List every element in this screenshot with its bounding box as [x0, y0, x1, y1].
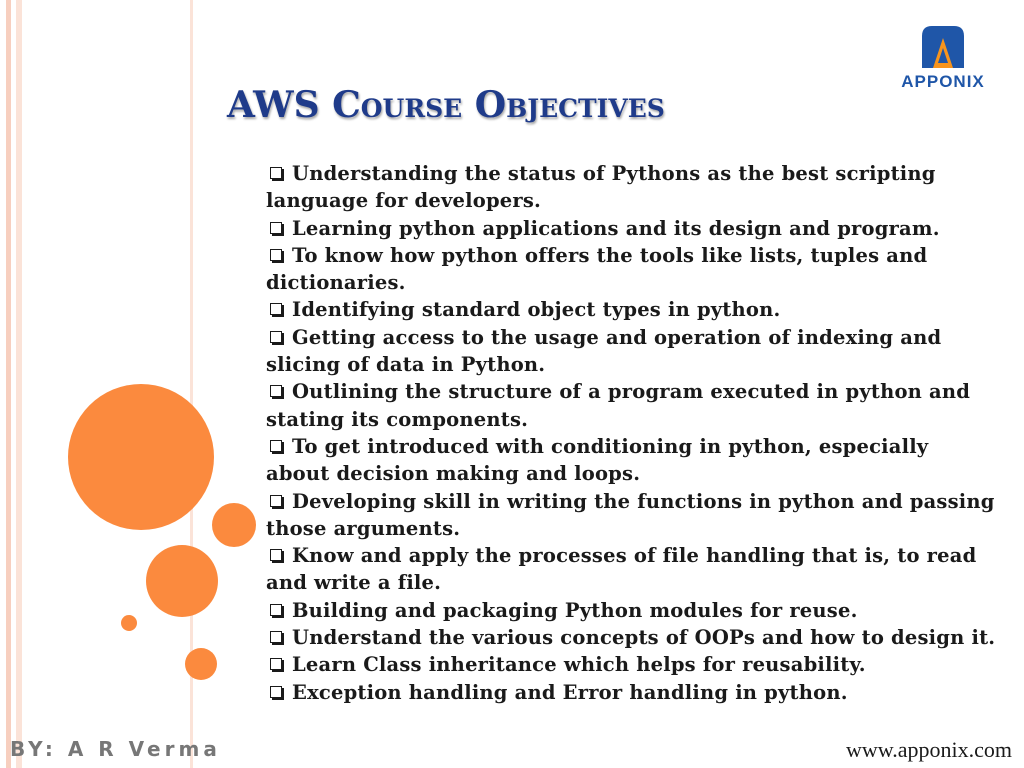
objective-text: Identifying standard object types in python. [292, 298, 781, 322]
objective-item [266, 324, 996, 379]
author-credit: BY: A R Verma [10, 737, 221, 761]
objective-text: Getting access to the usage and operation of indexing and slicing of data in Python. [266, 325, 942, 377]
checkbox-square-icon [270, 658, 282, 670]
decorative-circle-tiny [121, 615, 137, 631]
objective-text: Exception handling and Error handling in python. [292, 680, 848, 704]
objective-item [266, 624, 996, 651]
objective-text: Learn Class inheritance which helps for reusability. [292, 653, 866, 677]
checkbox-square-icon [270, 686, 282, 698]
objective-text: To know how python offers the tools like lists, tuples and dictionaries. [266, 243, 928, 295]
checkbox-square-icon [270, 303, 282, 315]
apponix-logo [884, 22, 1002, 92]
objective-item [266, 651, 996, 678]
checkbox-square-icon [270, 249, 282, 261]
decorative-circle-medium [146, 545, 218, 617]
checkbox-square-icon [270, 549, 282, 561]
objective-text: Understand the various concepts of OOPs and how to design it. [292, 626, 996, 650]
decorative-circle-small [185, 648, 217, 680]
decorative-circle-large [68, 384, 214, 530]
decorative-circle-small [212, 503, 256, 547]
left-decorative-stripes [0, 0, 200, 768]
checkbox-square-icon [270, 495, 282, 507]
objective-text: Developing skill in writing the functions in python and passing those arguments. [266, 489, 995, 540]
website-url: www.apponix.com [846, 737, 1012, 762]
checkbox-square-icon [270, 167, 282, 179]
objective-item [266, 296, 996, 323]
checkbox-square-icon [270, 222, 282, 234]
apponix-a-logo-icon [884, 22, 1002, 72]
logo-text: APPONIX [901, 72, 985, 91]
objective-item [266, 378, 996, 433]
objective-text: Understanding the status of Pythons as the best scripting language for developers. [266, 162, 936, 213]
objective-text: Outlining the structure of a program executed in python and stating its components. [266, 380, 971, 431]
objective-text: Building and packaging Python modules for reuse. [292, 598, 858, 622]
objective-item [266, 242, 996, 297]
objective-item [266, 215, 996, 242]
objective-item [266, 679, 996, 706]
objective-text: Know and apply the processes of file handling that is, to read and write a file. [266, 544, 977, 595]
checkbox-square-icon [270, 331, 282, 343]
checkbox-square-icon [270, 440, 282, 452]
objective-text: To get introduced with conditioning in python, especially about decision making and loops. [266, 434, 929, 486]
objective-item [266, 160, 996, 215]
objective-item [266, 488, 996, 543]
checkbox-square-icon [270, 631, 282, 643]
objective-item [266, 597, 996, 624]
slide-title: AWS Course Objectives [227, 84, 665, 126]
objective-item [266, 433, 996, 488]
objectives-list [266, 160, 996, 706]
objective-text: Learning python applications and its design and program. [292, 216, 940, 240]
checkbox-square-icon [270, 385, 282, 397]
objective-item [266, 542, 996, 597]
checkbox-square-icon [270, 604, 282, 616]
